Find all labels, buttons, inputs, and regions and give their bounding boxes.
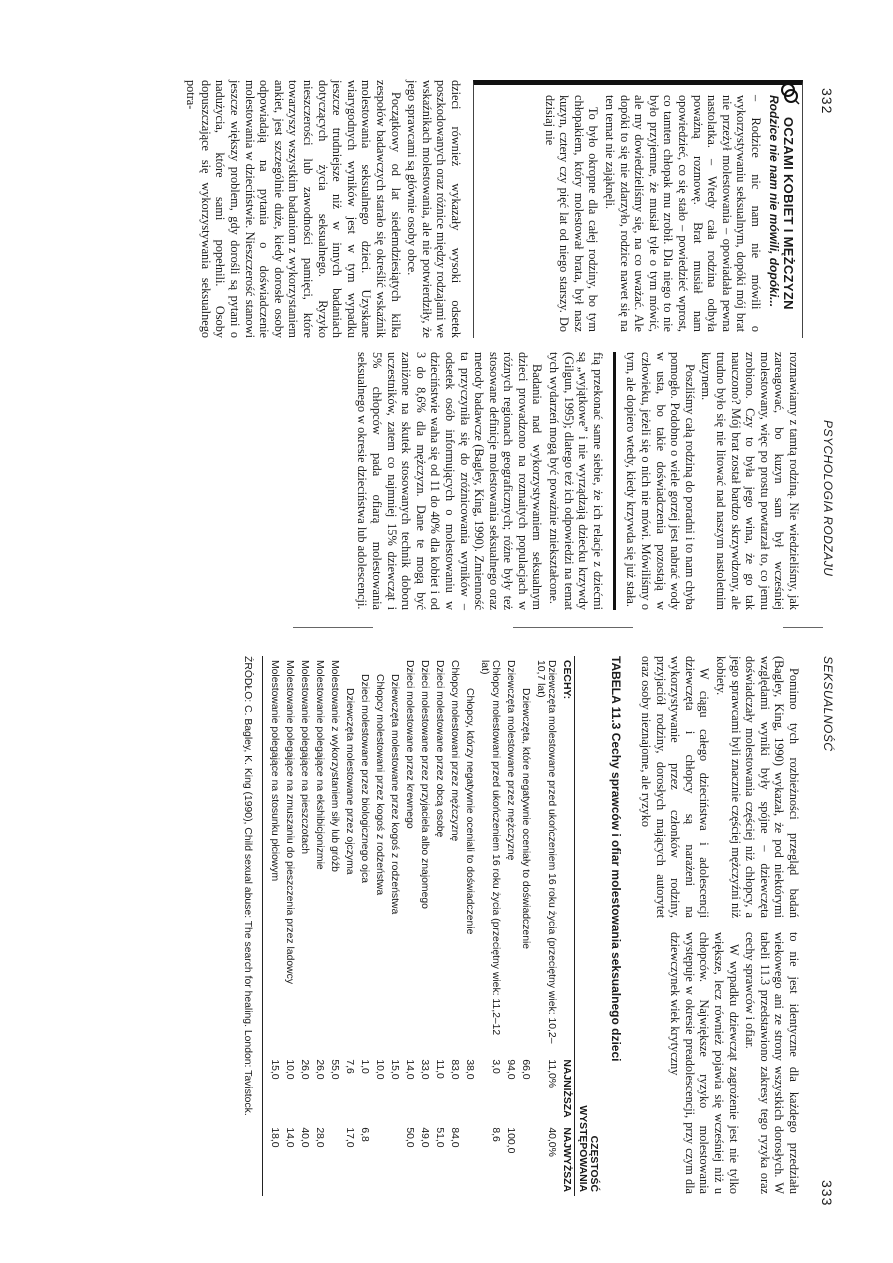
page-333 bbox=[0, 640, 893, 1263]
cell-low: 7,6 bbox=[344, 1059, 355, 1074]
paragraph: rozmawiamy z tamtą rodziną. Nie wiedzieliśmy, jak zareagować, bo kuzyn sam był wcześniej molestowany, więc po prostu powtarzał to, co jemu zrobiono. Czy to była jego wina, że go tak nauczono? Mój brat został bardzo skrzywdzony, ale trudno było się nie litować nad naszym nastoletnim kuzynem. bbox=[699, 352, 801, 610]
row-label: Dzieci molestowane przez biologicznego ojca bbox=[359, 674, 370, 884]
row-label: Chłopcy, którzy negatywnie oceniali to doświadczenie bbox=[464, 688, 475, 935]
cell-high bbox=[387, 1123, 402, 1196]
box-subtitle: Rodzice nie nam nie mówili, dopóki... bbox=[767, 95, 781, 308]
paragraph: to nie jest identyczne dla każdego przedziału wiekowego ani ze strony wszystkich dorosłych. W tabeli 11.3 przedstawiono zakresy tego ryzyka oraz cechy sprawców i ofiar. bbox=[743, 932, 801, 1194]
cell-low: 10,0 bbox=[374, 1059, 385, 1080]
cell-low: 94,0 bbox=[505, 1059, 516, 1080]
text-column-2 bbox=[666, 932, 801, 1194]
paragraph: dzieci również wykazały wysoki odsetek poszkodowanych oraz różnice między rodzajami we wskaźnikach molestowania, ale nie potwierdziły, że jego sprawcami są głównie osoby obce. bbox=[405, 80, 463, 338]
cell-high bbox=[327, 1123, 342, 1196]
table-title: TABELA 11.3 Cechy sprawców i ofiar molestowania seksualnego dzieci bbox=[609, 656, 623, 1062]
table-block bbox=[240, 656, 623, 1196]
box-title: OCZAMI KOBIET I MĘŻCZYZN bbox=[781, 117, 796, 310]
row-label: Chłopcy molestowani przez kogoś z rodzeństwa bbox=[374, 674, 385, 896]
table-source: ŹRÓDŁO: C. Bagley, K. King (1990), Child sexual abuse: The search for healing. London: Tavistock. bbox=[242, 656, 253, 1116]
text-column-1 bbox=[636, 656, 801, 918]
table-row bbox=[518, 656, 533, 1196]
row-label: Dziewczęta molestowane przez ojczyma bbox=[344, 688, 355, 875]
cell-low: 55,0 bbox=[329, 1059, 340, 1080]
paragraph: Poszliśmy całą rodziną do poradni i to nam chyba pomogło. Podobno o wiele gorzej jest nabrać wody w usta, bo takie doświadczenia pozostają w człowieku, jeżeli się o nich nie mówi. Mówiliśmy o tym, ale dopiero wtedy, kiedy krzywda się już stała. bbox=[624, 352, 697, 610]
paragraph: W ciągu całego dzieciństwa i adolescencji dziewczęta i chłopcy są narażeni na wykorzystywanie przez członków rodziny, przyjaciół rodziny, dorosłych mających autorytet oraz osoby nieznajome, ale ryzyko bbox=[639, 656, 712, 918]
text-column-1 bbox=[182, 80, 463, 338]
row-label: Dziewczęta molestowane przez mężczyznę bbox=[505, 660, 516, 861]
cell-high: 49,0 bbox=[419, 1127, 430, 1148]
paragraph: Badania nad wykorzystywaniem seksualnym dzieci prowadzono na rozmaitych populacjach w różnych regionach geograficznych; różne były też stosowane definicje molestowania seksualnego oraz metody badawcze (Bagley, King, 1990). Zmienność ta przyczyniła się do zróżnicowania wyników – odsetek osób informujących o molestowaniu w dzieciństwie waha się od 11 do 40% dla kobiet i od 3 do 8,6% dla mężczyzn. Dane te mogą być zaniżone na skutek stosowanych technik doboru uczestników, zatem co najmniej 15% dziewcząt i 5% chłopców pada ofiarą molestowania seksualnego w okresie dzieciństwa lub adolescencji. bbox=[355, 352, 545, 610]
cell-low: 66,0 bbox=[520, 1059, 531, 1080]
cell-low: 83,0 bbox=[449, 1059, 460, 1080]
row-label: Dzieci molestowane przez przyjaciela albo znajomego bbox=[419, 660, 430, 909]
row-label: Molestowanie polegające na pieszczotach bbox=[299, 660, 310, 855]
row-label: Chłopcy molestowani przed ukończeniem 16 roku życia (przeciętny wiek: 11,2–12 lat) bbox=[479, 660, 501, 1036]
row-label: Chłopcy molestowani przez mężczyznę bbox=[449, 660, 460, 842]
cell-low: 38,0 bbox=[464, 1059, 475, 1080]
row-label: Molestowanie polegające na stosunku płciowym bbox=[269, 660, 280, 882]
header-feature: CECHY: bbox=[561, 660, 572, 700]
running-head: PSYCHOLOGIA RODZAJU bbox=[821, 420, 835, 577]
paragraph: Początkowy od lat siedemdziesiątych kilka zespołów badawczych starało się określić wskaźnik molestowania seksualnego dzieci. Uzyskane wiarygodnych wyników jest w tym wypadku jeszcze trudniejsze niż w innych badaniach dotyczących życia seksualnego. Ryzyko nieszczerości lub zawodności pamięci, które towarzyszy wszystkim badaniom z wykorzystaniem ankiet, jest szczególnie duże, kiedy dorosłe osoby odpowiadają na pytania o doświadczenie molestowania w dzieciństwie. Nieszczerość stanowi jeszcze większy problem, gdy dorośli są pytani o nadużycia, które sami popełnili. Osoby dopuszczające się wykorzystywania seksualnego potra- bbox=[184, 80, 403, 338]
table-row bbox=[342, 656, 357, 1196]
row-label: Dzieci molestowane przez obcą osobę bbox=[434, 660, 445, 838]
cell-high: 17,0 bbox=[344, 1127, 355, 1148]
cell-high: 18,0 bbox=[269, 1127, 280, 1148]
cell-high: 84,0 bbox=[449, 1127, 460, 1148]
page-number: 333 bbox=[819, 1180, 835, 1207]
row-label: Dziewczęta molestowane przed ukończeniem 16 roku życia (przeciętny wiek: 10,2–10,7 lat) bbox=[535, 660, 557, 1044]
running-head: SEKSUALNOŚĆ bbox=[821, 656, 835, 752]
table-row bbox=[282, 656, 297, 1196]
table-row bbox=[402, 656, 417, 1196]
cell-high: 40,0% bbox=[546, 1127, 557, 1157]
table-row bbox=[372, 656, 387, 1196]
row-label: Dzieci molestowane przez krewnego bbox=[404, 660, 415, 829]
cell-low: 14,0 bbox=[404, 1059, 415, 1080]
table-row bbox=[533, 656, 559, 1196]
cell-low: 26,0 bbox=[314, 1059, 325, 1080]
table-row bbox=[503, 656, 518, 1196]
cell-high: 40,0 bbox=[299, 1127, 310, 1148]
cell-low: 15,0 bbox=[389, 1059, 400, 1080]
page-number: 332 bbox=[819, 88, 835, 115]
sidebar-box bbox=[473, 80, 803, 338]
cell-high bbox=[518, 1123, 533, 1196]
table-row bbox=[462, 656, 477, 1196]
table-row bbox=[417, 656, 432, 1196]
header-high: NAJWYŻSZA bbox=[561, 1127, 572, 1192]
row-label: Molestowanie polegające na ekshibicjonizmie bbox=[314, 660, 325, 870]
paragraph: fią przekonać same siebie, że ich relacje z dziećmi są „wyjątkowe” i nie wyrządzają dziecku krzywdy (Gilgun, 1995); dlatego też ich odpowiedzi na temat tych wydarzeń mogą być poważnie zniekształcone. bbox=[547, 352, 605, 610]
cell-low: 10,0 bbox=[284, 1059, 295, 1080]
row-label: Molestowanie z wykorzystaniem siły lub gróźb bbox=[329, 660, 340, 872]
row-label: Molestowanie polegające na zmuszaniu do pieszczenia przez ladowcy bbox=[284, 660, 295, 985]
box-paragraph: – Rodzice nic nam nie mówili o wykorzystywaniu seksualnym, dopóki mój brat nie przeżył molestowania – opowiadała pewna nastolatka. – Wtedy cała rodzina odbyła poważną rozmowę. Brat musiał nam opowiedzieć, co się stało – powiedzieć wprost, co tamten chłopak mu zrobił. Dla niego to nie było przyjemne, że musiał tyle o tym mówić, ale my dowiedzieliśmy się, na co uważać. Ale dopóki to się nie zdarzyło, rodzice nawet się na ten temat nie zająknęli. bbox=[603, 95, 763, 332]
cell-high bbox=[462, 1123, 477, 1196]
data-table bbox=[267, 656, 601, 1196]
row-label: Dziewczęta molestowane przez kogoś z rodzeństwa bbox=[389, 674, 400, 915]
cell-low: 33,0 bbox=[419, 1059, 430, 1080]
page-332 bbox=[0, 0, 893, 620]
row-label: Dziewczęta, które negatywnie oceniały to doświadczenie bbox=[520, 688, 531, 950]
cell-high: 28,0 bbox=[314, 1127, 325, 1148]
cell-high bbox=[372, 1123, 387, 1196]
cell-low: 1,0 bbox=[359, 1059, 370, 1074]
table-row bbox=[447, 656, 462, 1196]
table-row bbox=[432, 656, 447, 1196]
table-row bbox=[327, 656, 342, 1196]
table-row bbox=[477, 656, 503, 1196]
paragraph: Pomimo tych rozbieżności przegląd badań (Bagley, King, 1990) wykazał, że pod niektórymi względami wyniki były spójne – dziewczęta doświadczały molestowania częściej niż chłopcy, a jego sprawcami byli znacznie częściej mężczyźni niż kobiety. bbox=[714, 656, 801, 918]
cell-low: 11,0% bbox=[546, 1059, 557, 1089]
cell-low: 11,0 bbox=[434, 1059, 445, 1079]
header-group: CZĘSTOŚĆ WYSTĘPOWANIA bbox=[575, 1055, 602, 1196]
table-row bbox=[267, 656, 282, 1196]
cell-low: 15,0 bbox=[269, 1059, 280, 1080]
box-paragraph: To było okropne dla całej rodziny, bo tym chłopakiem, który molestował brata, był nasz kuzyn, cztery czy pięć lat od niego starszy. Do dzisiaj nie bbox=[542, 95, 601, 332]
cell-low: 3,0 bbox=[490, 1059, 501, 1074]
cell-high: 50,0 bbox=[404, 1127, 415, 1148]
cell-low: 26,0 bbox=[299, 1059, 310, 1080]
text-column-2 bbox=[353, 352, 801, 610]
cell-high: 100,0 bbox=[505, 1127, 516, 1154]
box-end-rule bbox=[613, 352, 616, 610]
table-row bbox=[297, 656, 312, 1196]
header-low: NAJNIŻSZA bbox=[561, 1059, 572, 1118]
cell-high: 6,8 bbox=[359, 1127, 370, 1142]
table-body bbox=[267, 656, 559, 1196]
paragraph: W wypadku dziewcząt zagrożenie jest nie tylko większe, lecz również pojawia się wcześniej niż u chłopców. Największe ryzyko molestowania występuje w okresie preadolescencji, przy czym dla dziewczynek wiek krytyczny bbox=[668, 932, 741, 1194]
cell-high: 8,6 bbox=[490, 1127, 501, 1142]
table-row bbox=[357, 656, 372, 1196]
table-row bbox=[312, 656, 327, 1196]
gender-symbols-icon bbox=[778, 81, 800, 105]
table-row bbox=[387, 656, 402, 1196]
cell-high: 14,0 bbox=[284, 1127, 295, 1148]
cell-high: 51,0 bbox=[434, 1127, 445, 1148]
